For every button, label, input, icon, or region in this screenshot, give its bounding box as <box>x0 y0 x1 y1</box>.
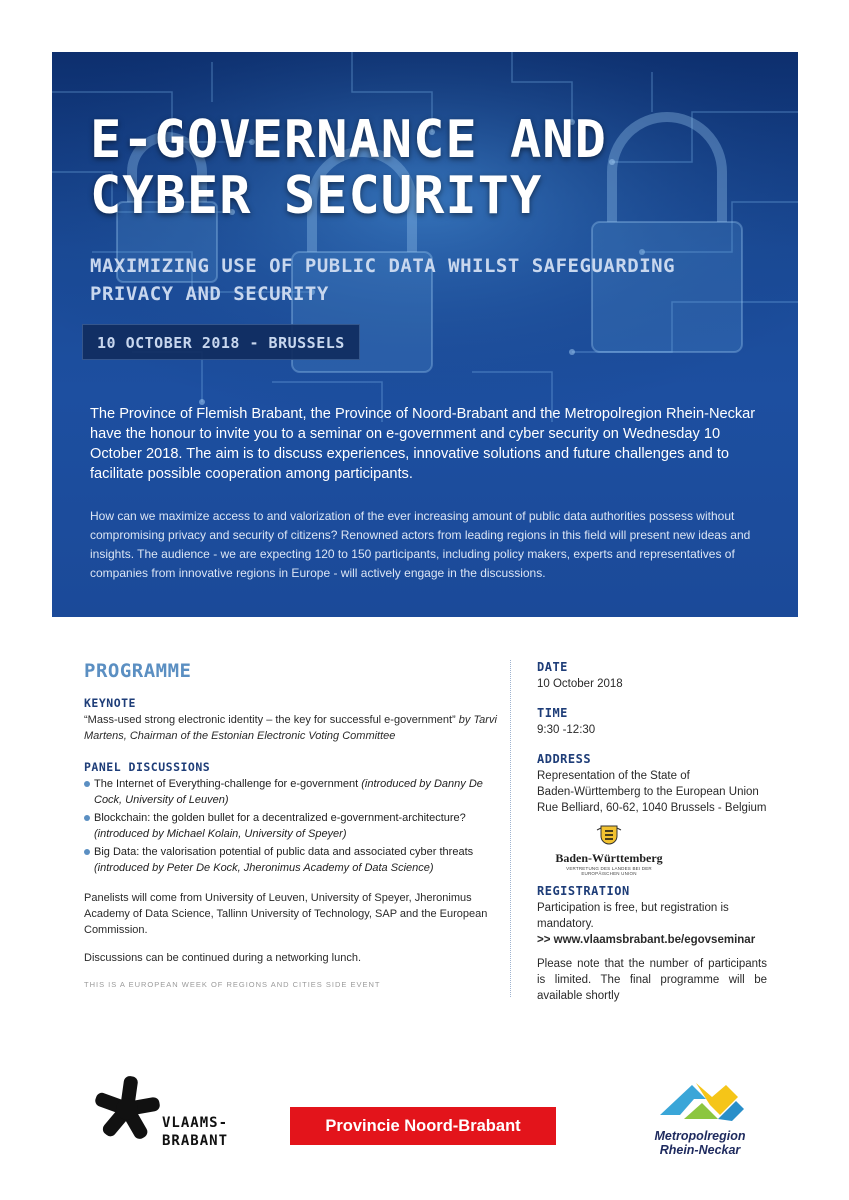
event-title <box>90 112 710 224</box>
panelists-text: Panelists will come from University of Leuven, University of Speyer, Jheronimus Academy of Data Science, Tallinn University of Technology, SAP and the European Commission. <box>84 892 488 936</box>
metropolregion-logo <box>640 1075 760 1165</box>
programme-section <box>84 660 499 989</box>
panel-discussions-label: PANEL DISCUSSIONS <box>84 760 211 774</box>
bw-logo-name: Baden-Württemberg <box>555 851 663 865</box>
date-location-badge: 10 OCTOBER 2018 - BRUSSELS <box>82 324 360 360</box>
programme-title: PROGRAMME <box>84 660 192 682</box>
address-label: ADDRESS <box>537 752 592 766</box>
rhine-neckar-mark-icon <box>640 1075 760 1129</box>
panel-introducer: (introduced by Peter De Kock, Jheronimus Academy of Data Science) <box>94 862 434 874</box>
noord-brabant-logo: Provincie Noord-Brabant <box>290 1107 556 1145</box>
lunch-text: Discussions can be continued during a networking lunch. <box>84 952 361 964</box>
keynote-speaker: by Tarvi Martens, Chairman of the Estonian Electronic Voting Committee <box>84 714 497 742</box>
description-paragraph: How can we maximize access to and valorization of the ever increasing amount of public data authorities possess without compromising privacy and security of citizens? Renowned actors from leading regions in this field will present new ideas and insights. The audience - we are expecting 120 to 150 participants, including policy makers, experts and representatives of companies from innovative regions in Europe - will actively engage in the discussions. <box>90 509 751 580</box>
bullet-icon <box>84 815 90 821</box>
metropolregion-wordmark <box>640 1129 760 1157</box>
event-title-line-2: CYBER SECURITY <box>90 166 543 226</box>
coat-of-arms-icon <box>596 824 622 846</box>
registration-link[interactable]: >> www.vlaamsbrabant.be/egovseminar <box>537 934 756 946</box>
bw-logo-subtitle: VERTRETUNG DES LANDES BEI DER EUROPÄISCHEN UNION <box>566 866 652 876</box>
wordmark-line-1: Metropolregion <box>654 1129 746 1143</box>
registration-label: REGISTRATION <box>537 884 630 898</box>
circuit-lock-background <box>52 52 798 422</box>
panel-introducer: (introduced by Michael Kolain, University of Speyer) <box>94 828 347 840</box>
address-line-2: Baden-Württemberg to the European Union <box>537 786 759 798</box>
panel-topic: Big Data: the valorisation potential of public data and associated cyber threats <box>94 846 474 858</box>
address-line-1: Representation of the State of <box>537 770 690 782</box>
wordmark-line-2: BRABANT <box>162 1133 229 1149</box>
list-item <box>84 844 499 876</box>
panel-list <box>84 776 499 876</box>
keynote-text <box>84 712 499 744</box>
wordmark-line-1: VLAAMS- <box>162 1115 229 1131</box>
event-details <box>537 660 767 1004</box>
panel-topic: Blockchain: the golden bullet for a decentralized e-government-architecture? <box>94 812 466 824</box>
bullet-icon <box>84 781 90 787</box>
bullet-icon <box>84 849 90 855</box>
side-event-note: THIS IS A EUROPEAN WEEK OF REGIONS AND CITIES SIDE EVENT <box>84 980 381 989</box>
address-line-3: Rue Belliard, 60-62, 1040 Brussels - Belgium <box>537 802 767 814</box>
list-item <box>84 776 499 808</box>
date-label: DATE <box>537 660 568 674</box>
event-title-line-1: E-GOVERNANCE AND <box>90 110 607 170</box>
time-value: 9:30 -12:30 <box>537 724 596 736</box>
participants-note: Please note that the number of participants is limited. The final programme will be available shortly <box>537 958 767 1002</box>
panel-introducer: (introduced by Danny De Cock, University of Leuven) <box>94 778 483 806</box>
intro-paragraph: The Province of Flemish Brabant, the Province of Noord-Brabant and the Metropolregion Rhein-Neckar have the honour to invite you to a seminar on e-government and cyber security on Wednesday 10 October 2018. The aim is to discuss experiences, innovative solutions and future challenges and to facilitate possible cooperation among participants. <box>90 406 756 482</box>
baden-wuerttemberg-logo <box>553 824 665 876</box>
keynote-quote: “Mass-used strong electronic identity – the key for successful e-government” <box>84 714 456 726</box>
list-item <box>84 810 499 842</box>
date-value: 10 October 2018 <box>537 678 623 690</box>
hero-banner <box>52 52 798 617</box>
vlaams-brabant-wordmark <box>162 1114 228 1150</box>
wordmark-line-2: Rhein-Neckar <box>659 1143 741 1157</box>
event-subtitle: MAXIMIZING USE OF PUBLIC DATA WHILST SAFEGUARDING PRIVACY AND SECURITY <box>90 255 676 305</box>
asterisk-icon <box>92 1074 162 1144</box>
keynote-label: KEYNOTE <box>84 696 136 710</box>
vlaams-brabant-logo <box>92 1074 242 1164</box>
time-label: TIME <box>537 706 568 720</box>
column-divider <box>510 660 511 997</box>
registration-text: Participation is free, but registration is mandatory. <box>537 902 729 930</box>
panel-topic: The Internet of Everything-challenge for e-government <box>94 778 359 790</box>
